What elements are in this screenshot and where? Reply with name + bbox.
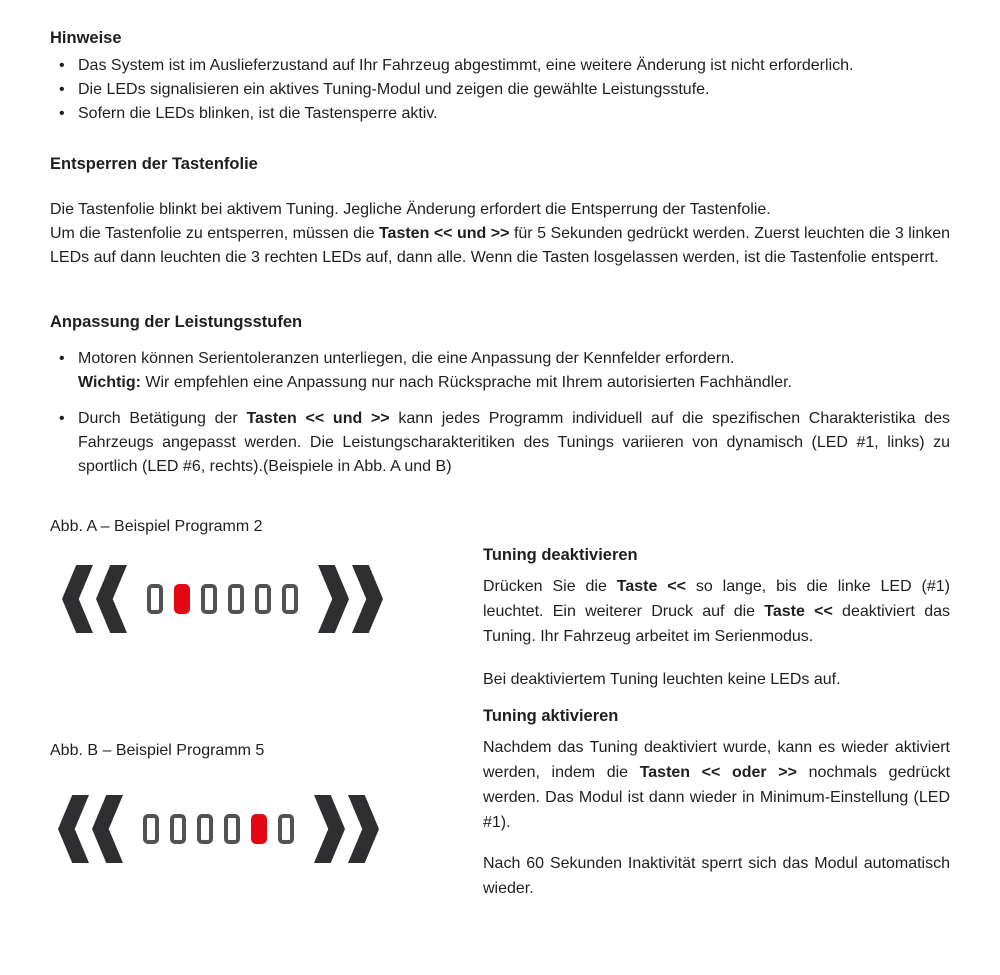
figure-b-label: Abb. B – Beispiel Programm 5 (50, 742, 265, 759)
double-chevron-left-icon (58, 795, 123, 863)
led-inactive (228, 584, 244, 614)
aktivieren-timeout-note: Nach 60 Sekunden Inaktivität sperrt sich das Modul automatisch wieder. (483, 855, 950, 897)
bullet-icon: • (59, 350, 65, 367)
bullet-icon: • (59, 57, 65, 74)
led-row (147, 584, 298, 614)
bullet-icon: • (59, 410, 65, 427)
anpassung-heading: Anpassung der Leistungsstufen (50, 313, 303, 331)
deaktivieren-paragraph: Drücken Sie die Taste << so lange, bis die linke LED (#1) leuchtet. Ein weiterer Druck auf die Taste << deaktiviert das Tuning. Ihr Fahrzeug arbeitet im Serienmodus. (483, 578, 951, 645)
led-active (174, 584, 190, 614)
chevron-right-icon (314, 795, 345, 863)
led-active (251, 814, 267, 844)
led-inactive (197, 814, 213, 844)
hinweise-bullet-list (50, 54, 950, 126)
bullet-icon: • (59, 105, 65, 122)
bullet-text: Das System ist im Auslieferzustand auf Ihr Fahrzeug abgestimmt, eine weitere Änderung ist nicht erforderlich. (78, 57, 854, 74)
list-item (50, 54, 950, 78)
figures-and-instructions (50, 515, 950, 901)
tuning-deaktivieren-heading: Tuning deaktivieren (483, 546, 638, 564)
chevron-left-icon (62, 565, 93, 633)
aktivieren-paragraph: Nachdem das Tuning deaktiviert wurde, kann es wieder aktiviert werden, indem die Tasten << oder >> nochmals gedrückt werden. Das Modul ist dann wieder in Minimum-Einstellung (LED #1). (483, 739, 951, 831)
instructions-column (483, 515, 950, 901)
list-item (50, 78, 950, 102)
figure-a-label: Abb. A – Beispiel Programm 2 (50, 518, 263, 535)
chevron-left-icon (58, 795, 89, 863)
figure-a-keypad-graphic (62, 565, 483, 633)
bullet-icon: • (59, 81, 65, 98)
spacer (50, 395, 950, 407)
chevron-right-icon (348, 795, 379, 863)
list-item (50, 407, 950, 479)
led-inactive (170, 814, 186, 844)
entsperren-paragraph: Um die Tastenfolie zu entsperren, müssen die Tasten << und >> für 5 Sekunden gedrückt werden. Zuerst leuchten die 3 linken LEDs auf dann leuchten die 3 rechten LEDs auf, dann alle. Wenn die Tasten losgelassen werden, ist die Tastenfolie entsperrt. (50, 225, 951, 266)
entsperren-heading: Entsperren der Tastenfolie (50, 155, 258, 173)
figure-b-keypad-graphic (58, 795, 483, 863)
led-inactive (278, 814, 294, 844)
tuning-aktivieren-heading: Tuning aktivieren (483, 707, 619, 725)
chevron-right-icon (318, 565, 349, 633)
bullet-line: Wichtig: Wir empfehlen eine Anpassung nur nach Rücksprache mit Ihrem autorisierten Fachhändler. (78, 374, 792, 391)
entsperren-intro-line: Die Tastenfolie blinkt bei aktivem Tuning. Jegliche Änderung erfordert die Entsperrung der Tastenfolie. (50, 201, 771, 218)
led-inactive (224, 814, 240, 844)
figures-column (50, 515, 483, 901)
chevron-left-icon (96, 565, 127, 633)
led-inactive (255, 584, 271, 614)
led-row (143, 814, 294, 844)
anpassung-bullet-list (50, 347, 950, 479)
led-inactive (201, 584, 217, 614)
bullet-text: Die LEDs signalisieren ein aktives Tuning-Modul und zeigen die gewählte Leistungsstufe. (78, 81, 710, 98)
list-item (50, 102, 950, 126)
double-chevron-right-icon (318, 565, 383, 633)
bullet-text: Sofern die LEDs blinken, ist die Tastensperre aktiv. (78, 105, 438, 122)
deaktivieren-note: Bei deaktiviertem Tuning leuchten keine LEDs auf. (483, 671, 841, 688)
chevron-right-icon (352, 565, 383, 633)
led-inactive (282, 584, 298, 614)
chevron-left-icon (92, 795, 123, 863)
led-inactive (143, 814, 159, 844)
bullet-line: Motoren können Serientoleranzen unterliegen, die eine Anpassung der Kennfelder erfordern. (78, 350, 735, 367)
led-inactive (147, 584, 163, 614)
double-chevron-left-icon (62, 565, 127, 633)
hinweise-heading: Hinweise (50, 29, 122, 47)
list-item (50, 347, 950, 395)
double-chevron-right-icon (314, 795, 379, 863)
bullet-text: Durch Betätigung der Tasten << und >> kann jedes Programm individuell auf die spezifischen Charakteristika des Fahrzeugs angepasst werden. Die Leistungscharakteritiken des Tunings variieren von dynamisch (LED #1, links) zu sportlich (LED #6, rechts).(Beispiele in Abb. A und B) (78, 410, 951, 475)
bullet-text (78, 347, 950, 395)
